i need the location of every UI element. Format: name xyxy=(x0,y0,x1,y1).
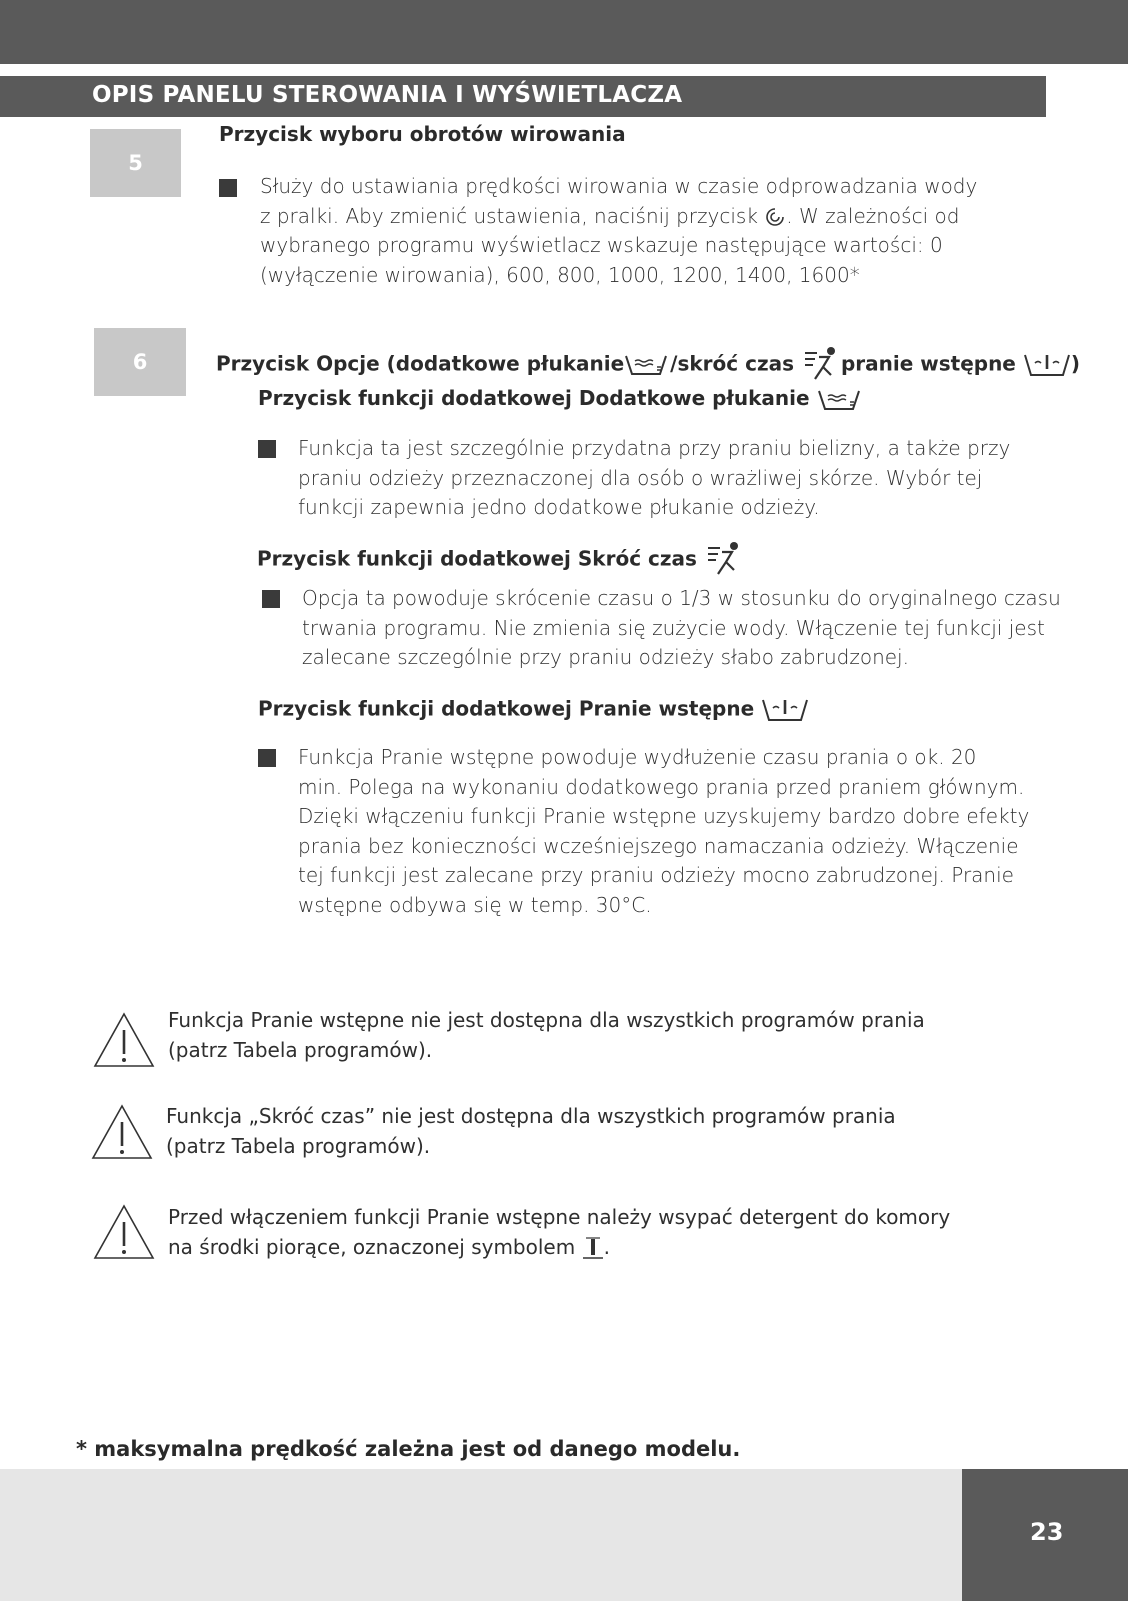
prewash-icon xyxy=(1023,351,1071,379)
prewash-heading xyxy=(258,696,809,724)
footer-bar xyxy=(0,1469,962,1601)
shorten-time-heading xyxy=(257,540,744,580)
heading-text: Przycisk funkcji dodatkowej Skróć czas xyxy=(257,546,697,571)
warning-text xyxy=(168,1006,925,1065)
text-line: Funkcja „Skróć czas” nie jest dostępna dla wszystkich programów prania xyxy=(166,1104,896,1128)
text-line: trwania programu. Nie zmienia się zużycie wody. Włączenie tej funkcji jest xyxy=(302,615,1045,640)
item-number-5: 5 xyxy=(90,129,181,197)
item-number-6: 6 xyxy=(94,328,186,396)
text-line: (patrz Tabela programów). xyxy=(168,1037,433,1062)
warning-icon xyxy=(93,1204,155,1260)
text-line: Funkcja ta jest szczególnie przydatna przy praniu bielizny, a także przy xyxy=(298,436,1011,460)
bullet xyxy=(262,590,280,608)
text-line: zalecane szczególnie przy praniu odzieży słabo zabrudzonej. xyxy=(302,645,909,669)
text-segment: z pralki. Aby zmienić ustawienia, naciśnij przycisk xyxy=(260,203,758,228)
text-line: (wyłączenie wirowania), 600, 800, 1000, 1200, 1400, 1600* xyxy=(260,262,860,287)
spin-icon xyxy=(764,206,786,228)
detergent-compartment-icon xyxy=(582,1236,604,1260)
text-line: Przed włączeniem funkcji Pranie wstępne należy wsypać detergent do komory xyxy=(168,1205,951,1229)
warning-icon xyxy=(91,1104,153,1160)
text-segment: . W zależności od xyxy=(786,203,960,228)
heading-part: pranie wstępne xyxy=(840,351,1016,376)
prewash-text xyxy=(298,743,1029,920)
text-line: funkcji zapewnia jedno dodatkowe płukanie odzieży. xyxy=(298,495,820,519)
shorten-time-icon xyxy=(801,345,841,385)
extra-rinse-icon xyxy=(817,388,863,412)
item5-text xyxy=(260,172,977,290)
extra-rinse-heading xyxy=(258,386,863,412)
text-line: Opcja ta powoduje skrócenie czasu o 1/3 w stosunku do oryginalnego czasu xyxy=(302,586,1061,610)
text-line xyxy=(260,202,977,232)
text-line xyxy=(168,1233,950,1263)
section-title: OPIS PANELU STEROWANIA I WYŚWIETLACZA xyxy=(92,82,683,108)
prewash-icon xyxy=(761,696,809,724)
text-line: Służy do ustawiania prędkości wirowania w czasie odprowadzania wody xyxy=(260,174,978,198)
bullet xyxy=(258,749,276,767)
page-number: 23 xyxy=(1030,1518,1064,1546)
heading-part: ) xyxy=(1070,351,1080,376)
text-line: praniu odzieży przeznaczonej dla osób o wrażliwej skórze. Wybór tej xyxy=(298,465,983,490)
heading-part: Przycisk Opcje (dodatkowe płukanie xyxy=(216,351,625,376)
shorten-time-text xyxy=(302,584,1061,673)
bullet xyxy=(219,179,237,197)
heading-text: Przycisk funkcji dodatkowej Dodatkowe płukanie xyxy=(258,386,810,410)
text-line: (patrz Tabela programów). xyxy=(166,1133,431,1158)
text-line: Funkcja Pranie wstępne powoduje wydłużenie czasu prania o ok. 20 xyxy=(298,745,977,769)
top-bar xyxy=(0,0,1128,64)
heading-text: Przycisk funkcji dodatkowej Pranie wstępne xyxy=(258,696,755,721)
bullet xyxy=(258,440,276,458)
warning-text xyxy=(166,1102,896,1161)
extra-rinse-icon xyxy=(624,353,670,377)
text-line: prania bez konieczności wcześniejszego namaczania odzieży. Włączenie xyxy=(298,833,1019,858)
extra-rinse-text xyxy=(298,434,1010,523)
text-line: wybranego programu wyświetlacz wskazuje następujące wartości: 0 xyxy=(260,233,943,257)
warning-icon xyxy=(93,1012,155,1068)
text-line: min. Polega na wykonaniu dodatkowego prania przed praniem głównym. xyxy=(298,774,1025,799)
item5-heading: Przycisk wyboru obrotów wirowania xyxy=(219,122,626,146)
text-line: Dzięki włączeniu funkcji Pranie wstępne uzyskujemy bardzo dobre efekty xyxy=(298,804,1030,828)
text-segment: . xyxy=(603,1234,610,1259)
text-segment: na środki piorące, oznaczonej symbolem xyxy=(168,1234,576,1259)
text-line: wstępne odbywa się w temp. 30°C. xyxy=(298,892,652,917)
item6-heading xyxy=(216,345,1080,385)
text-line: tej funkcji jest zalecane przy praniu odzieży mocno zabrudzonej. Pranie xyxy=(298,863,1014,887)
footnote: * maksymalna prędkość zależna jest od danego modelu. xyxy=(76,1437,741,1461)
warning-text xyxy=(168,1203,950,1262)
text-line: Funkcja Pranie wstępne nie jest dostępna dla wszystkich programów prania xyxy=(168,1008,925,1032)
heading-part: /skróć czas xyxy=(670,351,794,376)
shorten-time-icon xyxy=(704,540,744,580)
